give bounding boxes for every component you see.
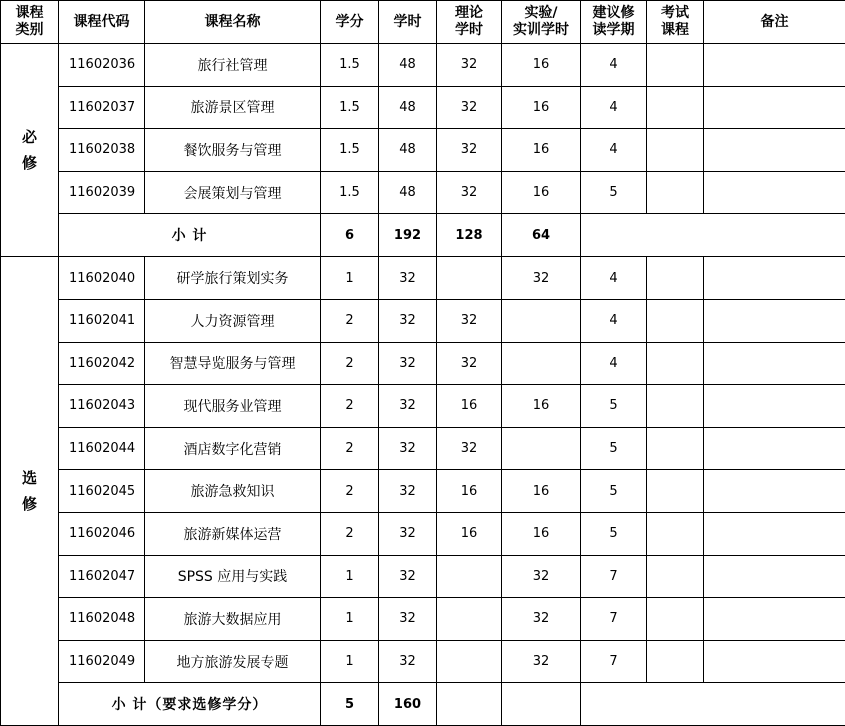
- subtotal-hours: 192: [379, 214, 437, 257]
- table-row: [1, 598, 845, 641]
- cell-theory: 32: [437, 299, 502, 342]
- cell-hours: 32: [379, 598, 437, 641]
- table-row: [1, 129, 845, 172]
- table-row: [1, 86, 845, 129]
- cell-remark: [704, 299, 845, 342]
- cell-semester: 7: [581, 640, 647, 683]
- cell-semester: 4: [581, 342, 647, 385]
- subtotal-label: 小 计（要求选修学分）: [59, 683, 321, 726]
- cell-code: 11602049: [59, 640, 145, 683]
- table-row: [1, 470, 845, 513]
- cell-practice: 16: [502, 512, 581, 555]
- cell-remark: [704, 555, 845, 598]
- cell-name: 研学旅行策划实务: [145, 257, 321, 300]
- cell-practice: 16: [502, 86, 581, 129]
- cell-theory: [437, 555, 502, 598]
- header-semester: 建议修 读学期: [581, 1, 647, 44]
- subtotal-label: 小 计: [59, 214, 321, 257]
- cell-credits: 2: [321, 427, 379, 470]
- subtotal-practice: [502, 683, 581, 726]
- cell-credits: 1.5: [321, 171, 379, 214]
- subtotal-practice: 64: [502, 214, 581, 257]
- cell-credits: 2: [321, 385, 379, 428]
- cell-credits: 2: [321, 512, 379, 555]
- cell-hours: 48: [379, 86, 437, 129]
- cell-exam: [647, 129, 704, 172]
- cell-exam: [647, 257, 704, 300]
- cell-credits: 1.5: [321, 44, 379, 87]
- subtotal-credits: 6: [321, 214, 379, 257]
- cell-code: 11602042: [59, 342, 145, 385]
- cell-hours: 32: [379, 299, 437, 342]
- cell-remark: [704, 640, 845, 683]
- cell-code: 11602046: [59, 512, 145, 555]
- cell-semester: 5: [581, 512, 647, 555]
- cell-name: 旅游景区管理: [145, 86, 321, 129]
- cell-semester: 4: [581, 44, 647, 87]
- cell-exam: [647, 470, 704, 513]
- subtotal-credits: 5: [321, 683, 379, 726]
- cell-code: 11602038: [59, 129, 145, 172]
- cell-theory: [437, 598, 502, 641]
- cell-credits: 1: [321, 555, 379, 598]
- subtotal-theory: 128: [437, 214, 502, 257]
- cell-remark: [704, 257, 845, 300]
- cell-exam: [647, 640, 704, 683]
- cell-remark: [704, 385, 845, 428]
- table-row: [1, 257, 845, 300]
- header-name: 课程名称: [145, 1, 321, 44]
- cell-semester: 4: [581, 299, 647, 342]
- cell-theory: 32: [437, 427, 502, 470]
- cell-remark: [704, 342, 845, 385]
- cell-exam: [647, 385, 704, 428]
- cell-hours: 32: [379, 555, 437, 598]
- cell-semester: 5: [581, 427, 647, 470]
- cell-name: 人力资源管理: [145, 299, 321, 342]
- cell-remark: [704, 44, 845, 87]
- cell-name: 旅游急救知识: [145, 470, 321, 513]
- cell-code: 11602039: [59, 171, 145, 214]
- cell-theory: 32: [437, 86, 502, 129]
- cell-code: 11602040: [59, 257, 145, 300]
- table-row: [1, 44, 845, 87]
- cell-exam: [647, 299, 704, 342]
- cell-theory: 32: [437, 44, 502, 87]
- table-row: [1, 299, 845, 342]
- cell-semester: 5: [581, 470, 647, 513]
- cell-exam: [647, 171, 704, 214]
- cell-hours: 48: [379, 171, 437, 214]
- cell-practice: 16: [502, 470, 581, 513]
- cell-name: 餐饮服务与管理: [145, 129, 321, 172]
- table-row: [1, 385, 845, 428]
- header-remark: 备注: [704, 1, 845, 44]
- cell-credits: 1.5: [321, 86, 379, 129]
- cell-theory: [437, 640, 502, 683]
- cell-credits: 2: [321, 470, 379, 513]
- cell-exam: [647, 427, 704, 470]
- cell-code: 11602036: [59, 44, 145, 87]
- header-practice: 实验/ 实训学时: [502, 1, 581, 44]
- cell-credits: 2: [321, 299, 379, 342]
- cell-exam: [647, 555, 704, 598]
- cell-theory: [437, 257, 502, 300]
- cell-code: 11602043: [59, 385, 145, 428]
- cell-hours: 48: [379, 129, 437, 172]
- header-category: 课程 类别: [1, 1, 59, 44]
- cell-remark: [704, 512, 845, 555]
- cell-hours: 32: [379, 427, 437, 470]
- cell-name: 酒店数字化营销: [145, 427, 321, 470]
- cell-code: 11602037: [59, 86, 145, 129]
- header-credits: 学分: [321, 1, 379, 44]
- cell-practice: 32: [502, 640, 581, 683]
- cell-theory: 16: [437, 512, 502, 555]
- cell-theory: 16: [437, 470, 502, 513]
- cell-hours: 32: [379, 640, 437, 683]
- cell-credits: 1: [321, 257, 379, 300]
- cell-semester: 7: [581, 555, 647, 598]
- cell-practice: 32: [502, 257, 581, 300]
- cell-semester: 4: [581, 257, 647, 300]
- cell-semester: 4: [581, 86, 647, 129]
- cell-practice: 32: [502, 555, 581, 598]
- elective-subtotal-row: [1, 683, 845, 726]
- cell-credits: 2: [321, 342, 379, 385]
- table-body: [1, 44, 845, 726]
- cell-semester: 5: [581, 171, 647, 214]
- cell-theory: 16: [437, 385, 502, 428]
- table-row: [1, 640, 845, 683]
- cell-name: 地方旅游发展专题: [145, 640, 321, 683]
- cell-hours: 48: [379, 44, 437, 87]
- cell-exam: [647, 598, 704, 641]
- cell-code: 11602041: [59, 299, 145, 342]
- cell-practice: 16: [502, 129, 581, 172]
- table-row: [1, 171, 845, 214]
- cell-exam: [647, 44, 704, 87]
- header-row: [1, 1, 845, 44]
- cell-name: 智慧导览服务与管理: [145, 342, 321, 385]
- cell-hours: 32: [379, 257, 437, 300]
- elective-category-cell: 选 修: [1, 257, 59, 726]
- cell-code: 11602045: [59, 470, 145, 513]
- table-row: [1, 512, 845, 555]
- cell-exam: [647, 342, 704, 385]
- cell-name: 旅游大数据应用: [145, 598, 321, 641]
- subtotal-hours: 160: [379, 683, 437, 726]
- cell-practice: 16: [502, 44, 581, 87]
- cell-code: 11602047: [59, 555, 145, 598]
- required-category-cell: 必 修: [1, 44, 59, 257]
- cell-code: 11602044: [59, 427, 145, 470]
- required-subtotal-row: [1, 214, 845, 257]
- cell-practice: [502, 427, 581, 470]
- cell-semester: 7: [581, 598, 647, 641]
- cell-exam: [647, 512, 704, 555]
- subtotal-empty: [581, 683, 845, 726]
- cell-hours: 32: [379, 385, 437, 428]
- table-row: [1, 427, 845, 470]
- cell-hours: 32: [379, 512, 437, 555]
- cell-remark: [704, 171, 845, 214]
- header-code: 课程代码: [59, 1, 145, 44]
- subtotal-empty: [581, 214, 845, 257]
- cell-exam: [647, 86, 704, 129]
- cell-remark: [704, 129, 845, 172]
- cell-name: 现代服务业管理: [145, 385, 321, 428]
- header-exam: 考试 课程: [647, 1, 704, 44]
- cell-remark: [704, 470, 845, 513]
- cell-practice: [502, 299, 581, 342]
- cell-theory: 32: [437, 129, 502, 172]
- cell-hours: 32: [379, 470, 437, 513]
- cell-practice: 16: [502, 385, 581, 428]
- cell-credits: 1: [321, 640, 379, 683]
- subtotal-theory: [437, 683, 502, 726]
- cell-remark: [704, 86, 845, 129]
- cell-semester: 5: [581, 385, 647, 428]
- cell-theory: 32: [437, 171, 502, 214]
- table-row: [1, 342, 845, 385]
- cell-practice: [502, 342, 581, 385]
- cell-practice: 32: [502, 598, 581, 641]
- cell-theory: 32: [437, 342, 502, 385]
- table-row: [1, 555, 845, 598]
- cell-semester: 4: [581, 129, 647, 172]
- cell-name: 旅行社管理: [145, 44, 321, 87]
- cell-code: 11602048: [59, 598, 145, 641]
- cell-hours: 32: [379, 342, 437, 385]
- cell-remark: [704, 598, 845, 641]
- cell-remark: [704, 427, 845, 470]
- cell-name: 会展策划与管理: [145, 171, 321, 214]
- cell-credits: 1.5: [321, 129, 379, 172]
- header-hours: 学时: [379, 1, 437, 44]
- cell-name: SPSS 应用与实践: [145, 555, 321, 598]
- cell-name: 旅游新媒体运营: [145, 512, 321, 555]
- header-theory: 理论 学时: [437, 1, 502, 44]
- cell-credits: 1: [321, 598, 379, 641]
- cell-practice: 16: [502, 171, 581, 214]
